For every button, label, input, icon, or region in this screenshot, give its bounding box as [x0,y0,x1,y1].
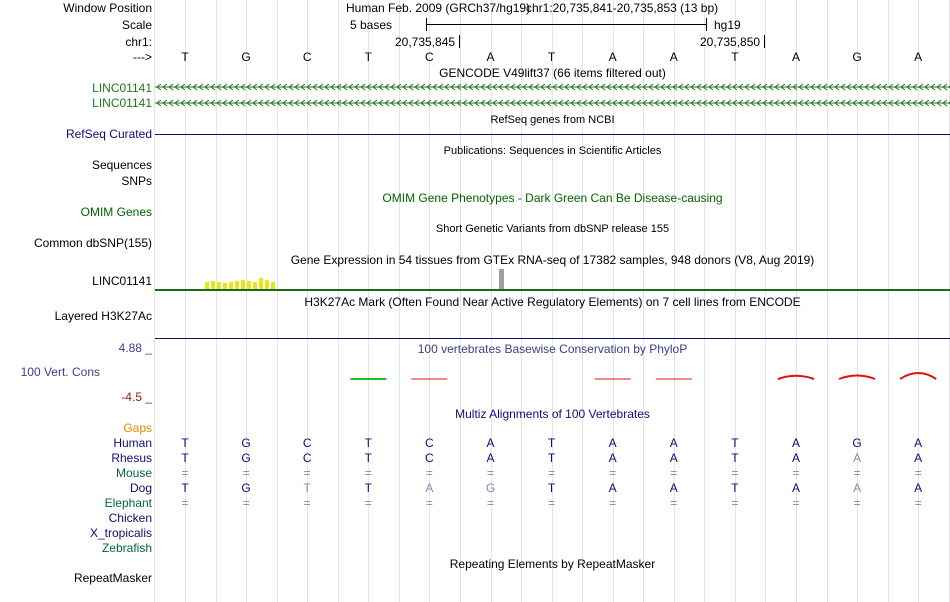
phylop-score-mark [900,373,936,379]
aligned-base: A [608,436,617,450]
dbsnp-track-title: Short Genetic Variants from dbSNP release 155 [435,223,670,235]
aligned-base: = [731,496,739,510]
aligned-base: = [364,496,372,510]
aligned-base: = [670,496,678,510]
aligned-base: T [731,481,739,495]
aligned-base: A [425,481,434,495]
omim-track-label[interactable]: OMIM Genes [80,205,152,219]
aligned-base: G [241,451,251,465]
publications-track-title: Publications: Sequences in Scientific Articles [443,145,662,157]
species-label[interactable]: Elephant [104,496,152,510]
aligned-base: = [486,496,494,510]
gtex-bar[interactable] [247,281,251,289]
base-letter: A [669,50,678,64]
gtex-bar[interactable] [211,281,215,289]
aligned-base: = [548,496,556,510]
phylop-score-mark [839,376,875,379]
aligned-base: A [791,451,800,465]
gtex-bar[interactable] [217,282,221,289]
gtex-bar[interactable] [271,282,275,289]
aligned-base: T [547,481,556,495]
species-label[interactable]: Zebrafish [101,541,152,555]
base-letter: A [608,50,617,64]
species-label[interactable]: Human [113,436,152,450]
scale-bar-left-tick [426,18,427,31]
scale-bar [426,24,706,25]
gtex-bar[interactable] [253,282,257,289]
gaps-label: Gaps [123,421,152,435]
gtex-bar[interactable] [265,280,269,289]
aligned-base: A [791,481,800,495]
aligned-base: A [608,451,617,465]
aligned-base: = [670,466,678,480]
aligned-base: T [303,481,311,495]
base-letter: T [364,50,372,64]
window-position-label: Window Position [63,1,152,15]
snps-track-label[interactable]: SNPs [121,174,152,188]
scale-bar-right-tick [706,18,707,31]
aligned-base: = [853,496,861,510]
gencode-track-label-1[interactable]: LINC01141 [92,81,152,95]
base-letter: A [914,50,923,64]
gtex-bar[interactable] [259,278,263,289]
coord-left: 20,735,845 [395,35,456,49]
aligned-base: A [669,436,678,450]
gtex-gene-baseline [155,289,950,291]
repeatmasker-track-label[interactable]: RepeatMasker [73,571,152,585]
gtex-track-label[interactable]: LINC01141 [92,274,152,288]
coord-left-tick [459,35,460,48]
aligned-base: T [181,481,189,495]
aligned-base: T [364,481,372,495]
gencode-gene-line-1[interactable] [155,83,950,91]
aligned-base: = [792,496,800,510]
aligned-base: T [547,451,556,465]
coord-right: 20,735,850 [700,35,761,49]
scale-db-text: hg19 [714,18,741,32]
aligned-base: = [853,466,861,480]
refseq-gene-line[interactable] [155,134,950,135]
base-letter: G [852,50,862,64]
aligned-base: T [181,436,189,450]
aligned-base: = [914,466,922,480]
track-labels-panel [0,0,154,602]
aligned-base: G [485,481,496,495]
dbsnp-track-label[interactable]: Common dbSNP(155) [33,236,152,250]
gtex-bar[interactable] [235,281,239,289]
aligned-base: = [609,466,617,480]
aligned-base: C [302,436,312,450]
aligned-base: A [486,451,495,465]
base-letter: A [486,50,495,64]
chr-label: chr1: [125,35,152,49]
phylop-conservation-plot[interactable] [155,345,950,405]
aligned-base: A [669,451,678,465]
aligned-base: = [548,466,556,480]
coord-right-tick [764,35,765,48]
aligned-base: A [914,481,923,495]
strand-arrow-label: ---> [133,50,152,64]
aligned-base: T [181,451,189,465]
aligned-base: = [303,466,311,480]
sequences-track-label[interactable]: Sequences [91,158,152,172]
gtex-bar[interactable] [241,280,245,289]
gtex-track-title: Gene Expression in 54 tissues from GTEx RNA-seq of 17382 samples, 948 donors (V8, Aug 2019) [290,253,815,267]
base-letter: C [302,50,312,64]
aligned-base: A [853,451,862,465]
aligned-base: = [914,496,922,510]
species-label[interactable]: Chicken [108,511,152,525]
aligned-base: A [914,436,923,450]
base-letter: T [547,50,556,64]
aligned-base: = [242,466,250,480]
aligned-base: C [302,451,312,465]
aligned-base: A [914,451,923,465]
base-letter: A [791,50,800,64]
aligned-base: = [486,466,494,480]
aligned-base: T [364,451,372,465]
gtex-gray-marker [499,269,504,290]
aligned-base: = [181,466,189,480]
cons-track-label[interactable]: 100 Vert. Cons [20,365,100,379]
aligned-base: = [303,496,311,510]
species-label[interactable]: Mouse [115,466,152,480]
base-letter: C [425,50,434,64]
h3k27ac-baseline [155,338,950,339]
aligned-base: A [486,436,495,450]
species-label[interactable]: X_tropicalis [89,526,152,540]
refseq-track-label[interactable]: RefSeq Curated [65,127,152,141]
aligned-base: = [364,466,372,480]
aligned-base: = [731,466,739,480]
h3k27ac-track-label[interactable]: Layered H3K27Ac [54,309,152,323]
scale-bases-text: 5 bases [350,18,393,32]
aligned-base: T [547,436,556,450]
cons-max-label: 4.88 _ [118,341,152,355]
scale-label: Scale [121,18,152,32]
aligned-base: G [852,436,862,450]
track-image[interactable] [155,0,950,602]
aligned-base: C [425,436,434,450]
aligned-base: G [241,481,251,495]
aligned-base: A [791,436,800,450]
cons-min-label: -4.5 _ [121,390,152,404]
multiz-track-title: Multiz Alignments of 100 Vertebrates [455,407,650,421]
base-letter: T [181,50,189,64]
gtex-bar[interactable] [205,282,209,289]
refseq-track-title: RefSeq genes from NCBI [490,114,615,126]
aligned-base: A [853,481,862,495]
gencode-gene-line-2[interactable] [155,99,950,107]
aligned-base: T [731,436,739,450]
aligned-base: A [669,481,678,495]
position-readout: chr1:20,735,841-20,735,853 (13 bp) [526,1,719,15]
aligned-base: = [181,496,189,510]
species-label[interactable]: Dog [129,481,152,495]
aligned-base: = [425,496,433,510]
repeatmasker-track-title: Repeating Elements by RepeatMasker [449,557,656,571]
phylop-score-mark [778,376,814,379]
aligned-base: = [609,496,617,510]
aligned-base: T [731,451,739,465]
assembly-title: Human Feb. 2009 (GRCh37/hg19) [346,1,531,15]
omim-track-title: OMIM Gene Phenotypes - Dark Green Can Be Disease-causing [382,191,723,205]
aligned-base: A [608,481,617,495]
gencode-track-label-2[interactable]: LINC01141 [92,96,152,110]
gencode-track-title: GENCODE V49lift37 (66 items filtered out) [439,66,666,80]
phylop-track-title: 100 vertebrates Basewise Conservation by PhyloP [417,342,688,356]
species-label[interactable]: Rhesus [111,451,152,465]
aligned-base: T [364,436,372,450]
aligned-base: C [425,451,434,465]
base-letter: G [241,50,251,64]
h3k27ac-track-title: H3K27Ac Mark (Often Found Near Active Regulatory Elements) on 7 cell lines from ENCODE [304,295,801,309]
gtex-bar[interactable] [229,282,233,289]
aligned-base: = [792,466,800,480]
aligned-base: G [241,436,251,450]
aligned-base: = [425,466,433,480]
base-letter: T [731,50,739,64]
aligned-base: = [242,496,250,510]
